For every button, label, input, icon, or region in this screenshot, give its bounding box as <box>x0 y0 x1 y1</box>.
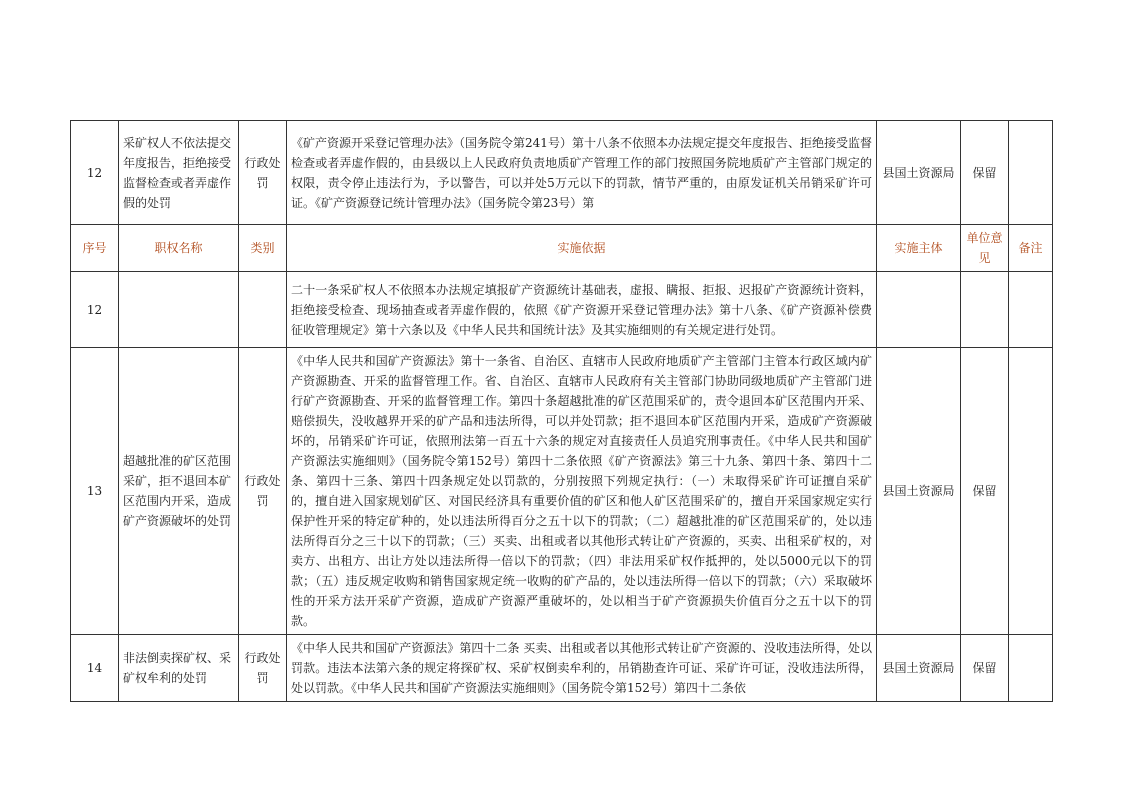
header-name: 职权名称 <box>119 225 239 272</box>
implementation-basis: 《中华人民共和国矿产资源法》第四十二条 买卖、出租或者以其他形式转让矿产资源的、没收违法所得，处以罚款。违法本法第六条的规定将探矿权、采矿权倒卖牟利的，吊销勘查许可证、采矿许可证，没收违法所得，处以罚款。《中华人民共和国矿产资源法实施细则》（国务院令第152号）第四十二条依 <box>287 635 877 702</box>
implementation-basis: 《中华人民共和国矿产资源法》第十一条省、自治区、直辖市人民政府地质矿产主管部门主管本行政区域内矿产资源勘查、开采的监督管理工作。省、自治区、直辖市人民政府有关主管部门协助同级地质矿产主管部门进行矿产资源勘查、开采的监督管理工作。第四十条超越批准的矿区范围采矿的，责令退回本矿区范围内开采、赔偿损失，没收越界开采的矿产品和违法所得，可以并处罚款；拒不退回本矿区范围内开采，造成矿产资源破坏的，吊销采矿许可证，依照刑法第一百五十六条的规定对直接责任人员追究刑事责任。《中华人民共和国矿产资源法实施细则》（国务院令第152号）第四十二条依照《矿产资源法》第三十九条、第四十条、第四十二条、第四十三条、第四十四条规定处以罚款的，分别按照下列规定执行：（一）未取得采矿许可证擅自采矿的，擅自进入国家规划矿区、对国民经济具有重要价值的矿区和他人矿区范围采矿的，擅自开采国家规定实行保护性开采的特定矿种的，处以违法所得百分之五十以下的罚款；（二）超越批准的矿区范围采矿的，处以违法所得百分之三十以下的罚款；（三）买卖、出租或者以其他形式转让矿产资源的，买卖、出租采矿权的，对卖方、出租方、出让方处以违法所得一倍以下的罚款；（四）非法用采矿权作抵押的，处以5000元以下的罚款；（五）违反规定收购和销售国家规定统一收购的矿产品的，处以违法所得一倍以下的罚款；（六）采取破坏性的开采方法开采矿产资源，造成矿产资源严重破坏的，处以相当于矿产资源损失价值百分之五十以下的罚款。 <box>287 348 877 635</box>
header-category: 类别 <box>239 225 287 272</box>
remark <box>1009 121 1053 225</box>
implementation-basis: 二十一条采矿权人不依照本办法规定填报矿产资源统计基础表，虚报、瞒报、拒报、迟报矿产资源统计资料，拒绝接受检查、现场抽查或者弄虚作假的，依照《矿产资源开采登记管理办法》第十八条、《矿产资源补偿费征收管理规定》第十六条以及《中华人民共和国统计法》及其实施细则的有关规定进行处罚。 <box>287 272 877 348</box>
table-row <box>71 348 1053 635</box>
authority-name: 超越批准的矿区范围采矿，拒不退回本矿区范围内开采，造成矿产资源破坏的处罚 <box>119 348 239 635</box>
remark <box>1009 635 1053 702</box>
unit-opinion: 保留 <box>961 635 1009 702</box>
remark <box>1009 272 1053 348</box>
header-subject: 实施主体 <box>877 225 961 272</box>
implementing-subject: 县国土资源局 <box>877 635 961 702</box>
table-row <box>71 635 1053 702</box>
unit-opinion <box>961 272 1009 348</box>
implementation-basis: 《矿产资源开采登记管理办法》（国务院令第241号）第十八条不依照本办法规定提交年度报告、拒绝接受监督检查或者弄虚作假的，由县级以上人民政府负责地质矿产管理工作的部门按照国务院地质矿产主管部门规定的权限，责令停止违法行为，予以警告，可以并处5万元以下的罚款，情节严重的，由原发证机关吊销采矿许可证。《矿产资源登记统计管理办法》（国务院令第23号）第 <box>287 121 877 225</box>
header-remark: 备注 <box>1009 225 1053 272</box>
unit-opinion: 保留 <box>961 121 1009 225</box>
row-number: 13 <box>71 348 119 635</box>
category: 行政处罚 <box>239 348 287 635</box>
authority-name: 采矿权人不依法提交年度报告，拒绝接受监督检查或者弄虚作假的处罚 <box>119 121 239 225</box>
authority-table <box>70 120 1053 702</box>
authority-name: 非法倒卖探矿权、采矿权牟利的处罚 <box>119 635 239 702</box>
table-header-row <box>71 225 1053 272</box>
header-opinion: 单位意见 <box>961 225 1009 272</box>
implementing-subject: 县国土资源局 <box>877 121 961 225</box>
row-number: 12 <box>71 121 119 225</box>
implementing-subject <box>877 272 961 348</box>
implementing-subject: 县国土资源局 <box>877 348 961 635</box>
authority-name <box>119 272 239 348</box>
remark <box>1009 348 1053 635</box>
unit-opinion: 保留 <box>961 348 1009 635</box>
table-row <box>71 121 1053 225</box>
header-no: 序号 <box>71 225 119 272</box>
header-basis: 实施依据 <box>287 225 877 272</box>
row-number: 12 <box>71 272 119 348</box>
table-row <box>71 272 1053 348</box>
row-number: 14 <box>71 635 119 702</box>
category: 行政处罚 <box>239 121 287 225</box>
category <box>239 272 287 348</box>
category: 行政处罚 <box>239 635 287 702</box>
